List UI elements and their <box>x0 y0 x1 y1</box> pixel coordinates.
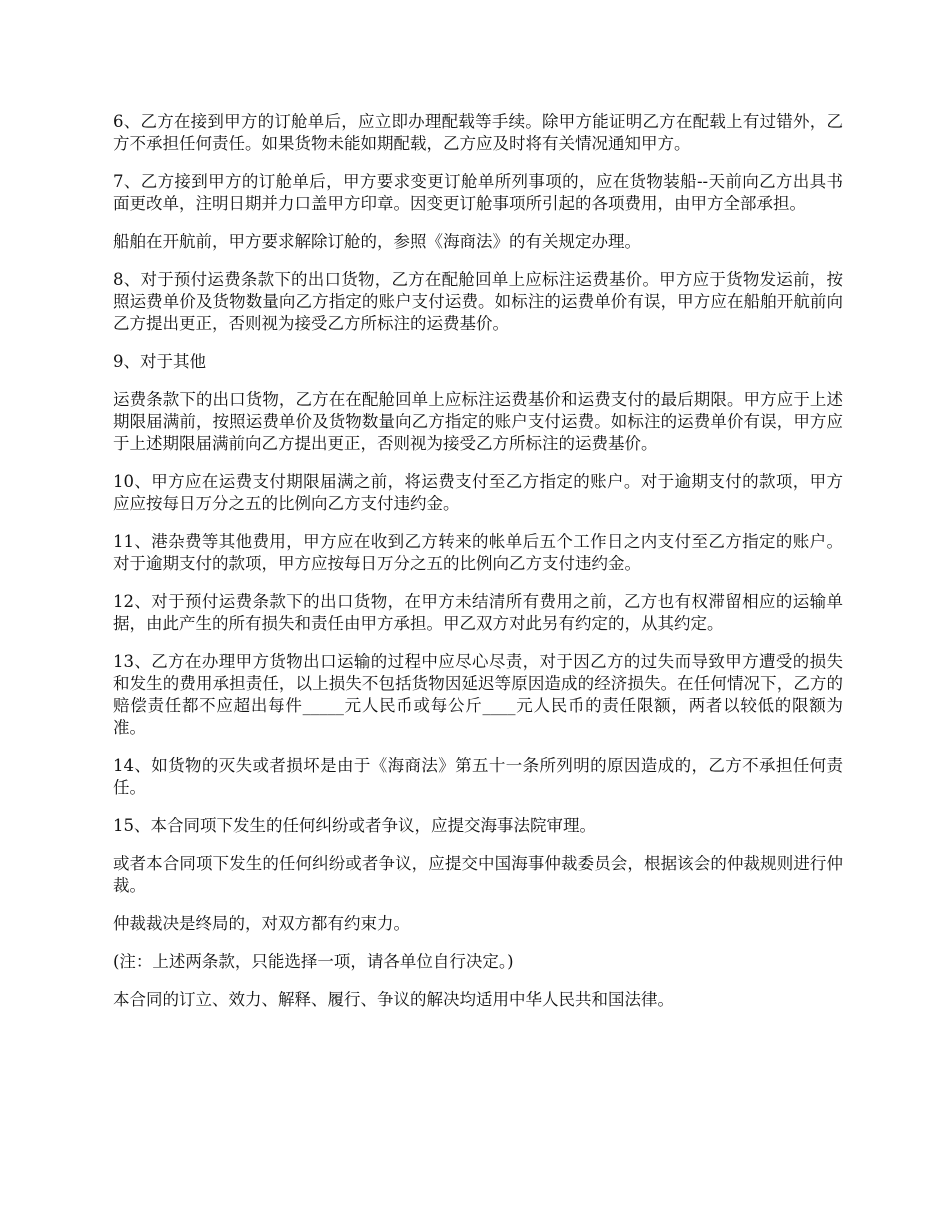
governing-law: 本合同的订立、效力、解释、履行、争议的解决均适用中华人民共和国法律。 <box>113 990 674 1009</box>
clause-15-arbitration-option: 或者本合同项下发生的任何纠纷或者争议，应提交中国海事仲裁委员会，根据该会的仲裁规则进行仲裁。 <box>113 854 843 895</box>
clause-6: 6、乙方在接到甲方的订舱单后，应立即办理配载等手续。除甲方能证明乙方在配载上有过错外，乙方不承担任何责任。如果货物未能如期配载，乙方应及时将有关情况通知甲方。 <box>113 112 843 153</box>
clause-7-cancellation-note: 船舶在开航前，甲方要求解除订舱的，参照《海商法》的有关规定办理。 <box>113 232 641 251</box>
clause-7: 7、乙方接到甲方的订舱单后，甲方要求变更订舱单所列事项的，应在货物装船--天前向乙方出具书面更改单，注明日期并力口盖甲方印章。因变更订舱事项所引起的各项费用，由甲方全部承担。 <box>113 172 843 213</box>
clause-11: 11、港杂费等其他费用，甲方应在收到乙方转来的帐单后五个工作日之内支付至乙方指定的账户。对于逾期支付的款项，甲方应按每日万分之五的比例向乙方支付违约金。 <box>113 532 843 573</box>
clause-15-arbitration-final: 仲裁裁决是终局的，对双方都有约束力。 <box>113 914 410 933</box>
clause-10: 10、甲方应在运费支付期限届满之前，将运费支付至乙方指定的账户。对于逾期支付的款项，甲方应应按每日万分之五的比例向乙方支付违约金。 <box>113 472 843 513</box>
document-body <box>113 111 843 1027</box>
clause-9-heading: 9、对于其他 <box>113 352 206 371</box>
clause-15-note: (注：上述两条款，只能选择一项，请各单位自行决定。) <box>113 952 514 971</box>
clause-15: 15、本合同项下发生的任何纠纷或者争议，应提交海事法院审理。 <box>113 816 596 835</box>
clause-12: 12、对于预付运费条款下的出口货物，在甲方未结清所有费用之前，乙方也有权滞留相应的运输单据，由此产生的所有损失和责任由甲方承担。甲乙双方对此另有约定的，从其约定。 <box>113 592 843 633</box>
clause-14: 14、如货物的灭失或者损坏是由于《海商法》第五十一条所列明的原因造成的，乙方不承担任何责任。 <box>113 756 843 797</box>
clause-13: 13、乙方在办理甲方货物出口运输的过程中应尽心尽责，对于因乙方的过失而导致甲方遭受的损失和发生的费用承担责任，以上损失不包括货物因延迟等原因造成的经济损失。在任何情况下，乙方的赔偿责任都不应超出每件_____元人民币或每公斤____元人民币的责任限额，两者以较低的限额为准。 <box>113 652 843 737</box>
clause-9-body: 运费条款下的出口货物，乙方在在配舱回单上应标注运费基价和运费支付的最后期限。甲方应于上述期限届满前，按照运费单价及货物数量向乙方指定的账户支付运费。如标注的运费单价有误，甲方应于上述期限届满前向乙方提出更正，否则视为接受乙方所标注的运费基价。 <box>113 390 843 453</box>
clause-8: 8、对于预付运费条款下的出口货物，乙方在配舱回单上应标注运费基价。甲方应于货物发运前，按照运费单价及货物数量向乙方指定的账户支付运费。如标注的运费单价有误，甲方应在船舶开航前向乙方提出更正，否则视为接受乙方所标注的运费基价。 <box>113 270 843 333</box>
